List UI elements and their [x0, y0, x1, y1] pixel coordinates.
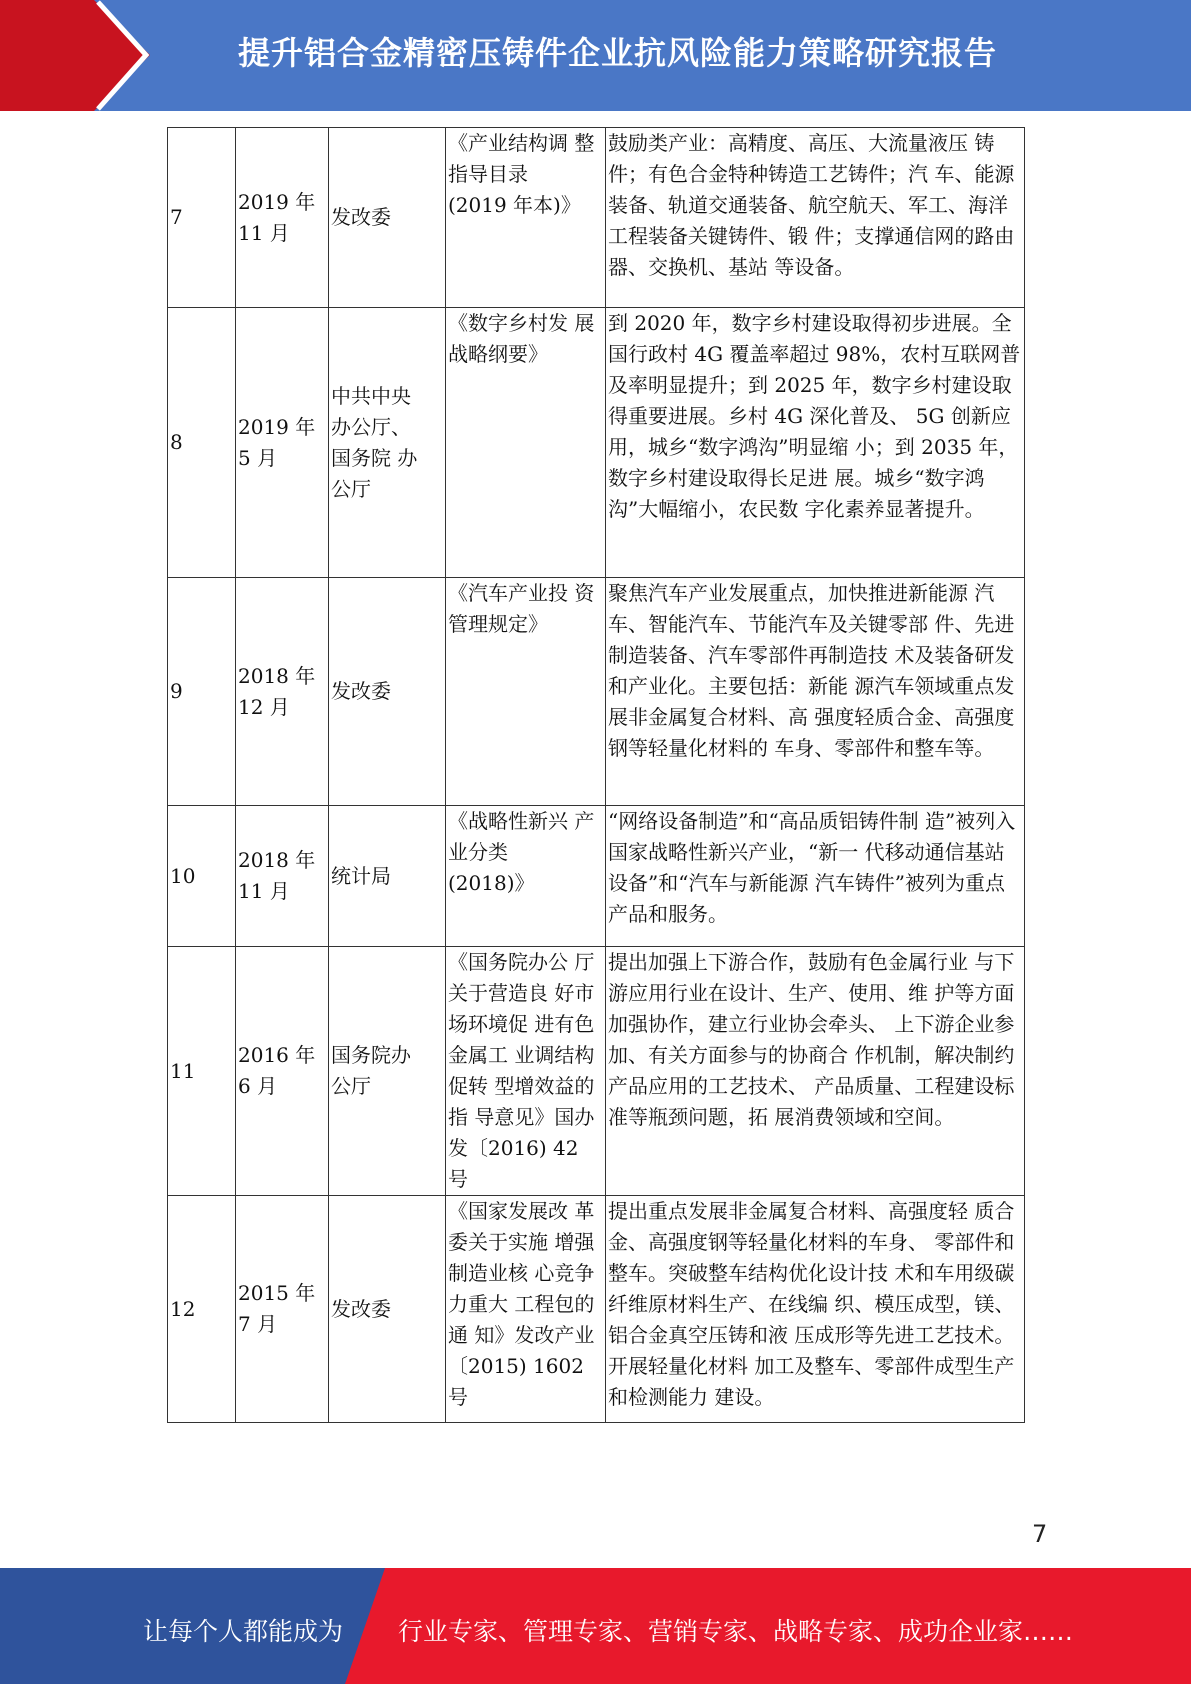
- footer-banner: [0, 1568, 1191, 1684]
- table-row: [168, 308, 1025, 578]
- row-date: 2019 年 11 月: [236, 128, 329, 308]
- header-banner: [0, 0, 1191, 111]
- table-row: [168, 128, 1025, 308]
- row-document: 《产业结构调 整指导目录 (2019 年本)》: [446, 128, 606, 308]
- footer-slogan-right: 行业专家、管理专家、营销专家、战略专家、成功企业家……: [398, 1617, 1074, 1646]
- policy-table: [167, 127, 1025, 1423]
- table-row: [168, 806, 1025, 947]
- row-content: 聚焦汽车产业发展重点，加快推进新能源 汽车、智能汽车、节能汽车及关键零部 件、先进制造装备、汽车零部件再制造技 术及装备研发和产业化。主要包括：新能 源汽车领域重点发展非金属复合材料、高 强度轻质合金、高强度钢等轻量化材料的 车身、零部件和整车等。: [606, 578, 1025, 806]
- row-document: 《国务院办公 厅关于营造良 好市场环境促 进有色金属工 业调结构促转 型增效益的指 导意见》国办发〔2016) 42 号: [446, 947, 606, 1196]
- row-number: 12: [168, 1196, 236, 1423]
- table-row: [168, 1196, 1025, 1423]
- report-title: 提升铝合金精密压铸件企业抗风险能力策略研究报告: [238, 34, 998, 72]
- header-red-chevron: [0, 0, 150, 111]
- row-number: 7: [168, 128, 236, 308]
- row-content: “网络设备制造”和“高品质铝铸件制 造”被列入国家战略性新兴产业，“新一 代移动通信基站设备”和“汽车与新能源 汽车铸件”被列为重点产品和服务。: [606, 806, 1025, 947]
- page-number: 7: [1032, 1520, 1048, 1548]
- row-content: 到 2020 年，数字乡村建设取得初步进展。全国行政村 4G 覆盖率超过 98%，农村互联网普及率明显提升；到 2025 年，数字乡村建设取得重要进展。乡村 4G 深化普及、 5G 创新应用，城乡“数字鸿沟”明显缩 小；到 2035 年，数字乡村建设取得长足进 展。城乡“数字鸿沟”大幅缩小，农民数 字化素养显著提升。: [606, 308, 1025, 578]
- row-number: 10: [168, 806, 236, 947]
- row-content: 提出重点发展非金属复合材料、高强度轻 质合金、高强度钢等轻量化材料的车身、 零部件和整车。突破整车结构优化设计技 术和车用级碳纤维原材料生产、在线编 织、模压成型，镁、铝合金真空压铸和液 压成形等先进工艺技术。开展轻量化材料 加工及整车、零部件成型生产和检测能力 建设。: [606, 1196, 1025, 1423]
- row-content: 鼓励类产业：高精度、高压、大流量液压 铸件；有色合金特种铸造工艺铸件；汽 车、能源装备、轨道交通装备、航空航天、军工、海洋工程装备关键铸件、锻 件；支撑通信网的路由器、交换机、基站 等设备。: [606, 128, 1025, 308]
- row-department: 发改委: [329, 1196, 446, 1423]
- row-department: 中共中央 办公厅、 国务院 办 公厅: [329, 308, 446, 578]
- row-content: 提出加强上下游合作，鼓励有色金属行业 与下游应用行业在设计、生产、使用、维 护等方面加强协作，建立行业协会牵头、 上下游企业参加、有关方面参与的协商合 作机制，解决制约产品应用的工艺技术、 产品质量、工程建设标准等瓶颈问题，拓 展消费领域和空间。: [606, 947, 1025, 1196]
- row-document: 《汽车产业投 资管理规定》: [446, 578, 606, 806]
- row-number: 8: [168, 308, 236, 578]
- row-date: 2018 年 11 月: [236, 806, 329, 947]
- row-date: 2016 年 6 月: [236, 947, 329, 1196]
- row-document: 《数字乡村发 展战略纲要》: [446, 308, 606, 578]
- row-document: 《战略性新兴 产业分类 (2018)》: [446, 806, 606, 947]
- row-document: 《国家发展改 革委关于实施 增强制造业核 心竞争力重大 工程包的通 知》发改产业〔2015) 1602 号: [446, 1196, 606, 1423]
- row-number: 9: [168, 578, 236, 806]
- row-department: 发改委: [329, 128, 446, 308]
- row-department: 发改委: [329, 578, 446, 806]
- row-number: 11: [168, 947, 236, 1196]
- table-row: [168, 578, 1025, 806]
- table-row: [168, 947, 1025, 1196]
- footer-slogan-left: 让每个人都能成为: [143, 1617, 344, 1646]
- row-date: 2015 年 7 月: [236, 1196, 329, 1423]
- row-date: 2018 年 12 月: [236, 578, 329, 806]
- row-department: 国务院办 公厅: [329, 947, 446, 1196]
- row-date: 2019 年 5 月: [236, 308, 329, 578]
- row-department: 统计局: [329, 806, 446, 947]
